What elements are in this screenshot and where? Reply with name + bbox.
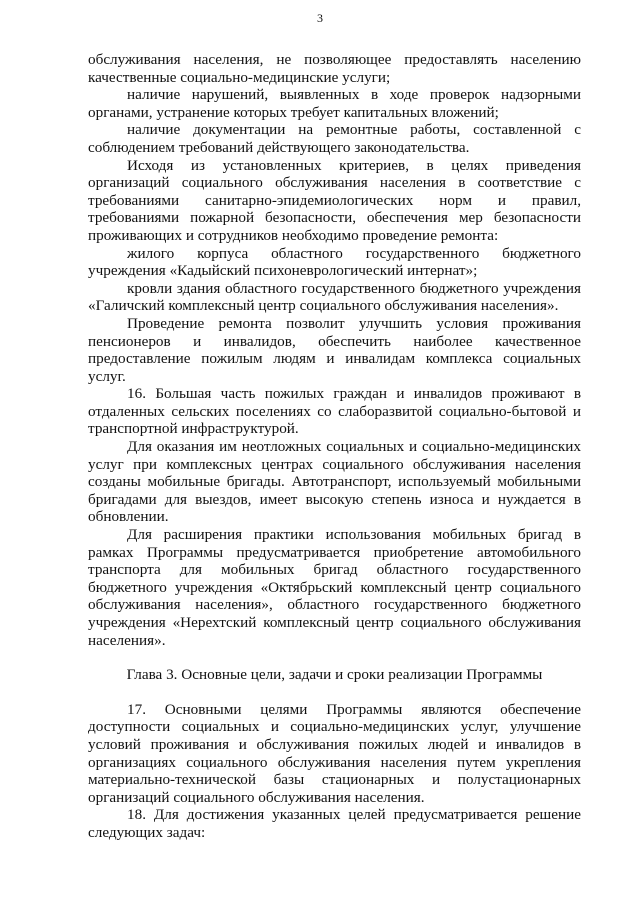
paragraph-documentation: наличие документации на ремонтные работы, составленной с соблюдением требований действующего законодательства. — [88, 121, 581, 156]
page-number: 3 — [317, 11, 323, 25]
paragraph-galich-center: кровли здания областного государственного бюджетного учреждения «Галичский комплексный центр социального обслуживания населения». — [88, 279, 581, 315]
paragraph-mobile-transport: Для расширения практики использования мобильных бригад в рамках Программы предусматривается приобретение автомобильного транспорта для мобильных бригад областного государственного бюджетного учреждения «Октябрьский комплексный центр социального обслуживания населения», областного государственного бюджетного учреждения «Нерехтский комплексный центр социального обслуживания населения». — [88, 526, 581, 649]
paragraph-repair-benefits: Проведение ремонта позволит улучшить условия проживания пенсионеров и инвалидов, обеспечить наиболее качественное предоставление пожилым людям и инвалидам комплекса социальных услуг. — [88, 314, 581, 385]
paragraph-mobile-teams: Для оказания им неотложных социальных и социально-медицинских услуг при комплексных центрах социального обслуживания населения созданы мобильные бригады. Автотранспорт, используемый мобильными бригадами для выездов, имеет высокую степень износа и нуждается в обновлении. — [88, 438, 581, 526]
chapter-heading: Глава 3. Основные цели, задачи и сроки реализации Программы — [126, 666, 543, 684]
paragraph-kadyi-internat: жилого корпуса областного государственного бюджетного учреждения «Кадыйский психоневрологический интернат»; — [88, 244, 581, 280]
paragraph-violations: наличие нарушений, выявленных в ходе проверок надзорными органами, устранение которых требует капитальных вложений; — [88, 86, 581, 121]
paragraph-repair-criteria: Исходя из установленных критериев, в целях приведения организаций социального обслуживания населения в соответствие с требованиями санитарно-эпидемиологических норм и правил, требованиями пожарной безопасности, обеспечения мер безопасности проживающих и сотрудников необходимо проведение ремонта: — [88, 156, 581, 244]
document-body — [88, 51, 581, 842]
paragraph-16: 16. Большая часть пожилых граждан и инвалидов проживают в отдаленных сельских поселениях со слаборазвитой социально-бытовой и транспортной инфраструктурой. — [88, 385, 581, 438]
paragraph-17: 17. Основными целями Программы являются обеспечение доступности социальных и социально-медицинских услуг, улучшение условий проживания и обслуживания пожилых людей и инвалидов в организациях социального обслуживания населения путем укрепления материально-технической базы стационарных и полустационарных организаций социального обслуживания населения. — [88, 700, 581, 806]
paragraph-continuation: обслуживания населения, не позволяющее предоставлять населению качественные социально-медицинские услуги; — [88, 51, 581, 86]
paragraph-18: 18. Для достижения указанных целей предусматривается решение следующих задач: — [88, 806, 581, 841]
